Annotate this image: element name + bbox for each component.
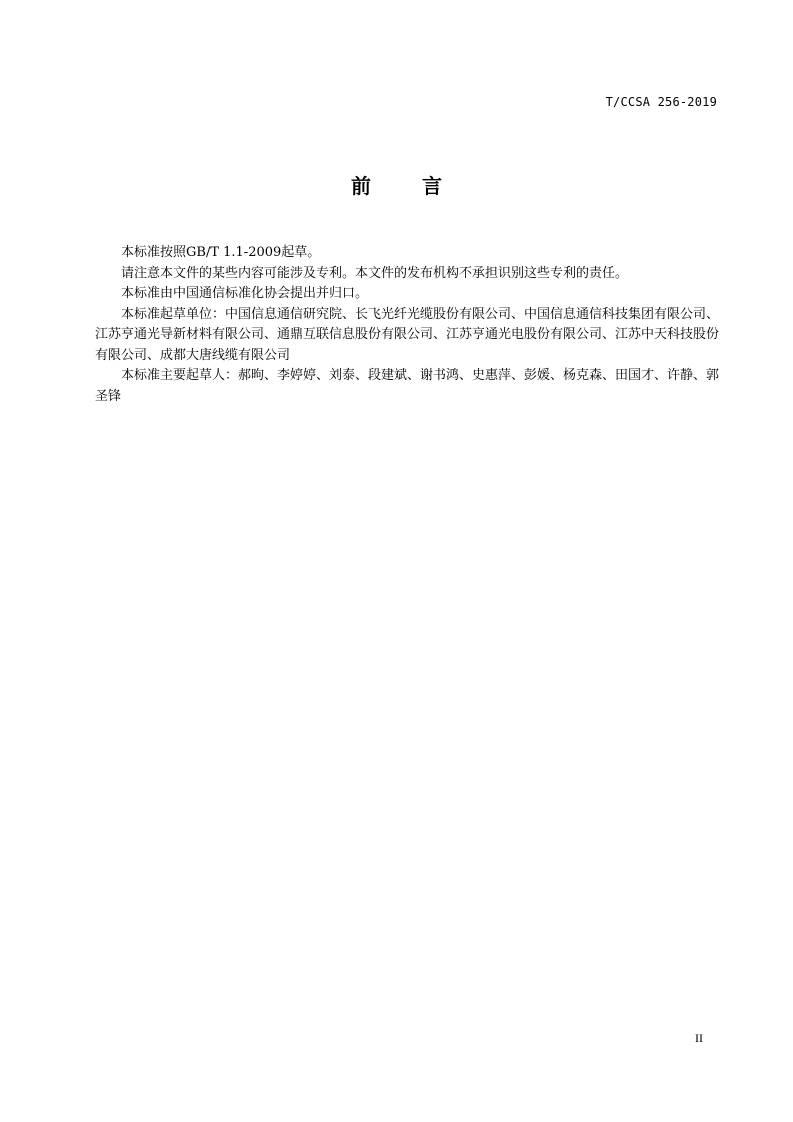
page-title: 前 言 — [351, 174, 464, 198]
paragraph-drafting-rules: 本标准按照GB/T 1.1-2009起草。 — [121, 245, 321, 260]
page-number: II — [695, 1031, 703, 1045]
paragraph-drafting-units: 本标准起草单位：中国信息通信研究院、长飞光纤光缆股份有限公司、中国信息通信科技集团有限公司、江苏亨通光导新材料有限公司、通鼎互联信息股份有限公司、江苏亨通光电股份有限公司、江苏中天科技股份有限公司、成都大唐线缆有限公司 — [95, 306, 720, 363]
paragraph-patent-notice: 请注意本文件的某些内容可能涉及专利。本文件的发布机构不承担识别这些专利的责任。 — [121, 265, 629, 281]
document-code: T/CCSA 256-2019 — [605, 95, 717, 109]
paragraph-drafters: 本标准主要起草人：郝昫、李婷婷、刘泰、段建斌、谢书鸿、史惠萍、彭媛、杨克森、田国才、许静、郭圣锋 — [95, 368, 720, 404]
preface-body — [95, 243, 719, 407]
paragraph-proposer: 本标准由中国通信标准化协会提出并归口。 — [121, 286, 369, 301]
